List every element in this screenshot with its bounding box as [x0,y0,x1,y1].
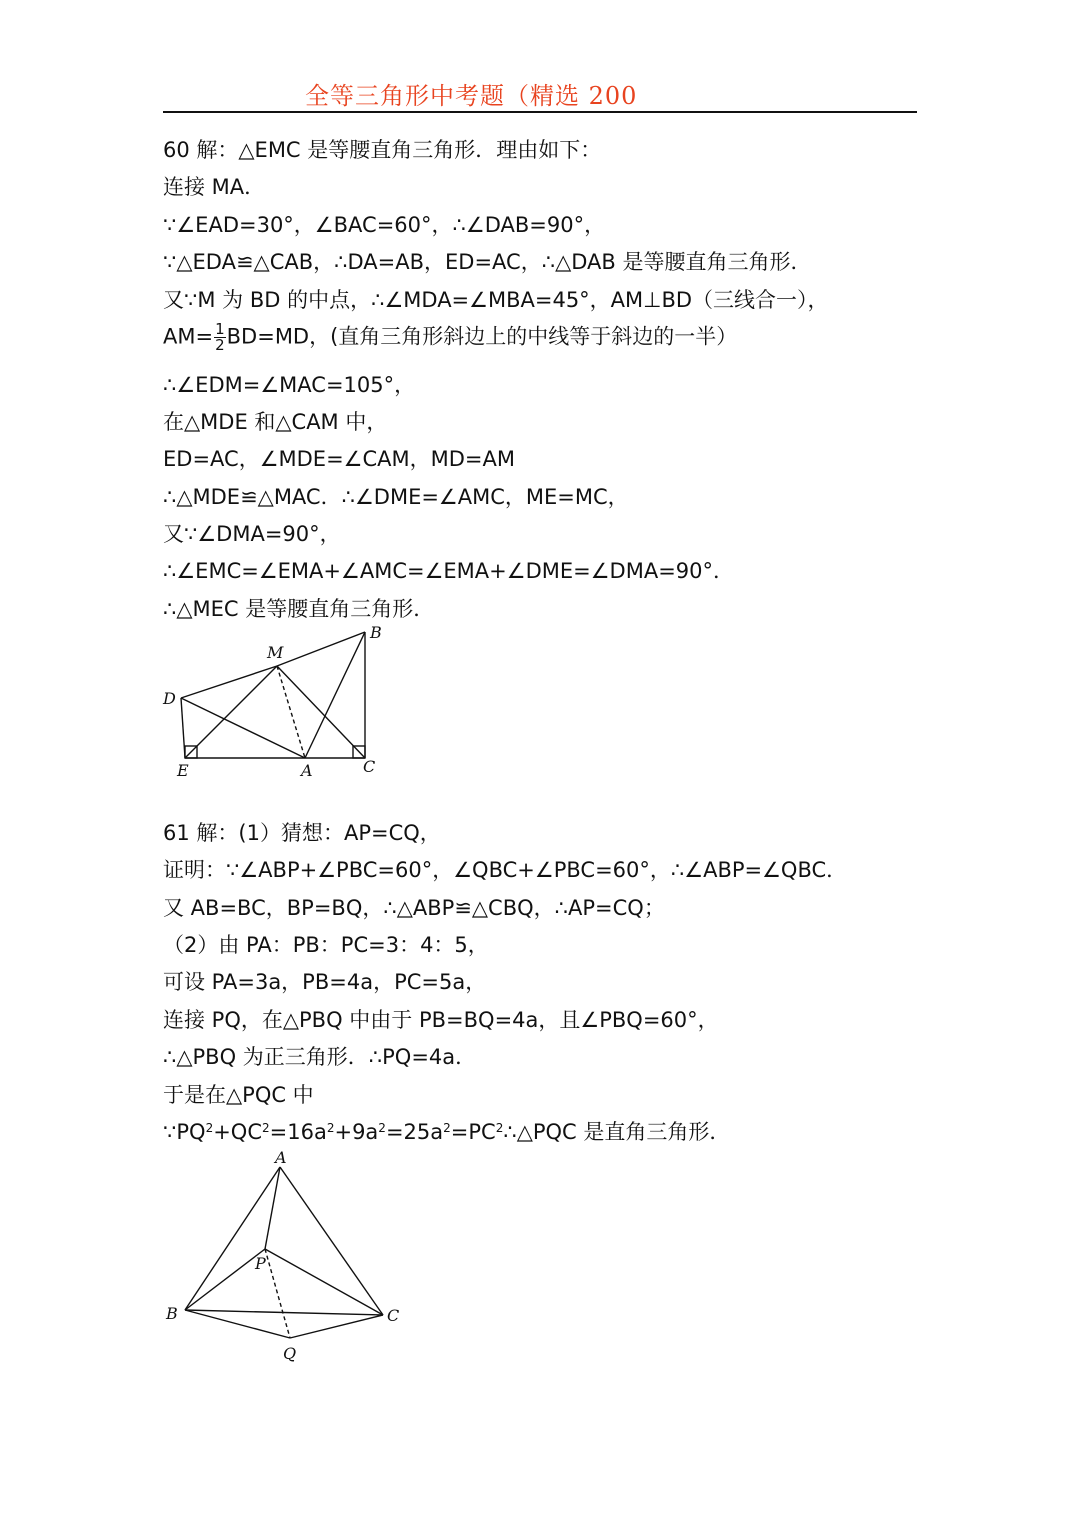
segment-MC [277,666,365,758]
figure-61-diagram [155,1145,415,1370]
sol60-line: ED=AC，∠MDE=∠CAM，MD=AM [163,447,516,471]
am-suffix: BD=MD，(直角三角形斜边上的中线等于斜边的一半） [226,324,738,349]
sol61-line: （2）由 PA：PB：PC=3：4：5， [163,933,489,957]
segment-AB [185,1167,280,1310]
figure-60-diagram [155,618,395,786]
eq-part: ∵PQ [163,1120,206,1144]
eq-superscript: 2 [205,1121,214,1135]
sol60-line: 在△MDE 和△CAM 中， [163,410,388,434]
sol60-line: ∵∠EAD=30°，∠BAC=60°，∴∠DAB=90°， [163,213,606,237]
eq-part: +QC [213,1120,262,1144]
segment-CP [265,1249,383,1315]
segment-PQ-dashed [265,1249,290,1338]
eq-superscript: 2 [262,1121,270,1135]
sol61-line: ∴△PBQ 为正三角形．∴PQ=4a． [163,1045,477,1069]
label-Q: Q [283,1344,297,1363]
label-P: P [255,1254,266,1273]
eq-superscript: 2 [326,1121,335,1135]
sol61-line: 于是在△PQC 中 [163,1083,314,1107]
sol60-line: 连接 MA． [163,175,266,199]
eq-superscript: 2 [378,1121,386,1135]
segment-AC [280,1167,383,1315]
segment-AB [305,632,365,758]
sol60-line: 60 解：△EMC 是等腰直角三角形．理由如下： [163,138,602,162]
label-E: E [177,761,189,780]
fraction-denominator: 2 [215,336,225,354]
segment-EM [185,666,277,758]
sol61-line: 可设 PA=3a，PB=4a，PC=5a， [163,970,487,994]
fraction-numerator: 1 [215,320,225,338]
label-D: D [163,689,176,708]
segment-CQ [290,1315,383,1338]
label-B: B [166,1304,178,1323]
sol61-line: 又 AB=BC，BP=BQ，∴△ABP≌△CBQ，∴AP=CQ； [163,896,665,920]
eq-part: +9a [334,1120,379,1144]
sol60-line: ∴∠EMC=∠EMA+∠AMC=∠EMA+∠DME=∠DMA=90°． [163,559,735,583]
eq-part: =25a [385,1120,444,1144]
eq-superscript: 2 [495,1121,504,1135]
half-fraction [214,322,226,353]
sol60-am-line [163,322,737,353]
sol60-line: ∵△EDA≌△CAB，∴DA=AB，ED=AC，∴△DAB 是等腰直角三角形． [163,250,812,274]
eq-part: =PC [450,1120,496,1144]
segment-DM [181,666,277,698]
sol61-equation-line [163,1119,730,1145]
label-A: A [275,1148,287,1167]
segment-DA [181,698,305,758]
segment-BP [185,1249,265,1310]
eq-part: ∴△PQC 是直角三角形． [503,1120,731,1144]
sol60-line: ∴△MEC 是等腰直角三角形． [163,597,435,621]
label-A: A [301,761,313,780]
sol61-line: 证明：∵∠ABP+∠PBC=60°，∠QBC+∠PBC=60°，∴∠ABP=∠QBC． [163,858,848,882]
eq-superscript: 2 [443,1121,451,1135]
sol60-line: ∴∠EDM=∠MAC=105°， [163,373,416,397]
am-prefix: AM= [163,324,214,349]
eq-part: =16a [269,1120,327,1144]
sol60-line: 又∵M 为 BD 的中点，∴∠MDA=∠MBA=45°，AM⊥BD（三线合一）， [163,288,829,312]
sol60-line: 又∵∠DMA=90°， [163,522,341,546]
label-B: B [370,623,382,642]
label-C: C [387,1306,400,1325]
page-title: 全等三角形中考题（精选 200 [305,82,638,110]
sol61-line: 连接 PQ，在△PBQ 中由于 PB=BQ=4a，且∠PBQ=60°， [163,1008,719,1032]
segment-BC [185,1310,383,1315]
label-M: M [267,643,284,662]
sol60-line: ∴△MDE≌△MAC．∴∠DME=∠AMC，ME=MC， [163,485,629,509]
sol61-line: 61 解：(1）猜想：AP=CQ， [163,821,441,845]
label-C: C [363,757,376,776]
header-divider [163,111,917,113]
segment-BQ [185,1310,290,1338]
